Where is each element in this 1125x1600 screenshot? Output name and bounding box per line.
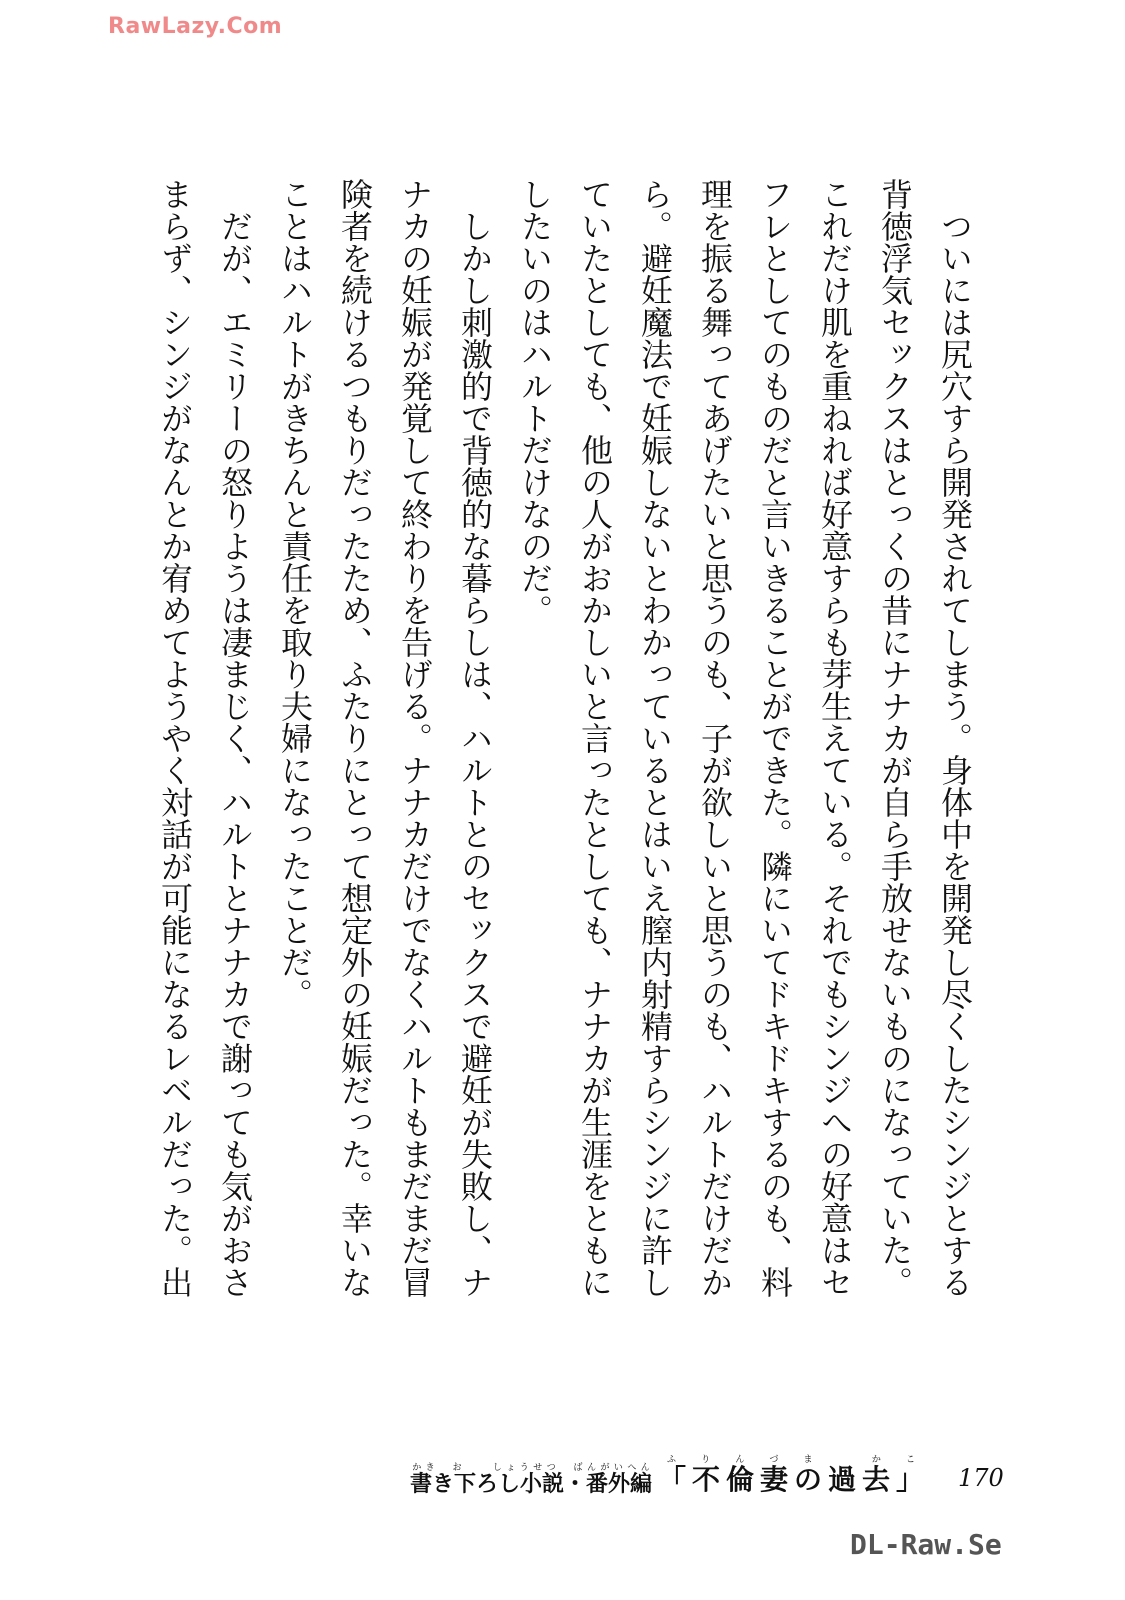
text-column: ついには尻穴すら開発されてしまう。身体中を開発し尽くしたシンジとする bbox=[936, 178, 974, 1298]
footer-title bbox=[658, 1455, 930, 1498]
text-column: これだけ肌を重ねれば好意すらも芽生えている。それでもシンジへの好意はセ bbox=[816, 178, 854, 1298]
text-column: ナカの妊娠が発覚して終わりを告げる。ナナカだけでなくハルトもまだまだ冒 bbox=[396, 178, 434, 1298]
text-column: フレとしてのものだと言いきることができた。隣にいてドキドキするのも、料 bbox=[756, 178, 794, 1298]
running-footer bbox=[410, 1455, 930, 1498]
text-column: 険者を続けるつもりだったため、ふたりにとって想定外の妊娠だった。幸いな bbox=[336, 178, 374, 1298]
text-column: まらず、シンジがなんとか宥めてようやく対話が可能になるレベルだった。出 bbox=[156, 178, 194, 1298]
watermark-top: RawLazy.Com bbox=[108, 14, 283, 39]
text-column: 理を振る舞ってあげたいと思うのも、子が欲しいと思うのも、ハルトだけだか bbox=[696, 178, 734, 1298]
footer-section-label bbox=[410, 1463, 652, 1498]
page-number: 170 bbox=[958, 1464, 1004, 1492]
text-column: 背徳浮気セックスはとっくの昔にナナカが自ら手放せないものになっていた。 bbox=[876, 178, 914, 1298]
watermark-bottom: DL-Raw.Se bbox=[850, 1528, 1002, 1561]
text-column: ていたとしても、他の人がおかしいと言ったとしても、ナナカが生涯をともに bbox=[576, 178, 614, 1298]
text-column: だが、エミリーの怒りようは凄まじく、ハルトとナナカで謝っても気がおさ bbox=[216, 178, 254, 1298]
text-column: しかし刺激的で背徳的な暮らしは、ハルトとのセックスで避妊が失敗し、ナ bbox=[456, 178, 494, 1298]
footer-title-text: 「不倫妻の過去」 bbox=[658, 1463, 931, 1496]
footer-title-ruby: ふりんづま かこ bbox=[658, 1455, 931, 1465]
text-column: したいのはハルトだけなのだ。 bbox=[516, 178, 554, 626]
footer-section-ruby: かき お しょうせつ ばんがいへん bbox=[410, 1463, 653, 1473]
footer-section-text: 書き下ろし小説・番外編 bbox=[410, 1472, 653, 1497]
text-column: ことはハルトがきちんと責任を取り夫婦になったことだ。 bbox=[276, 178, 314, 1010]
novel-body-text bbox=[145, 178, 985, 1318]
text-column: ら。避妊魔法で妊娠しないとわかっているとはいえ膣内射精すらシンジに許し bbox=[636, 178, 674, 1298]
